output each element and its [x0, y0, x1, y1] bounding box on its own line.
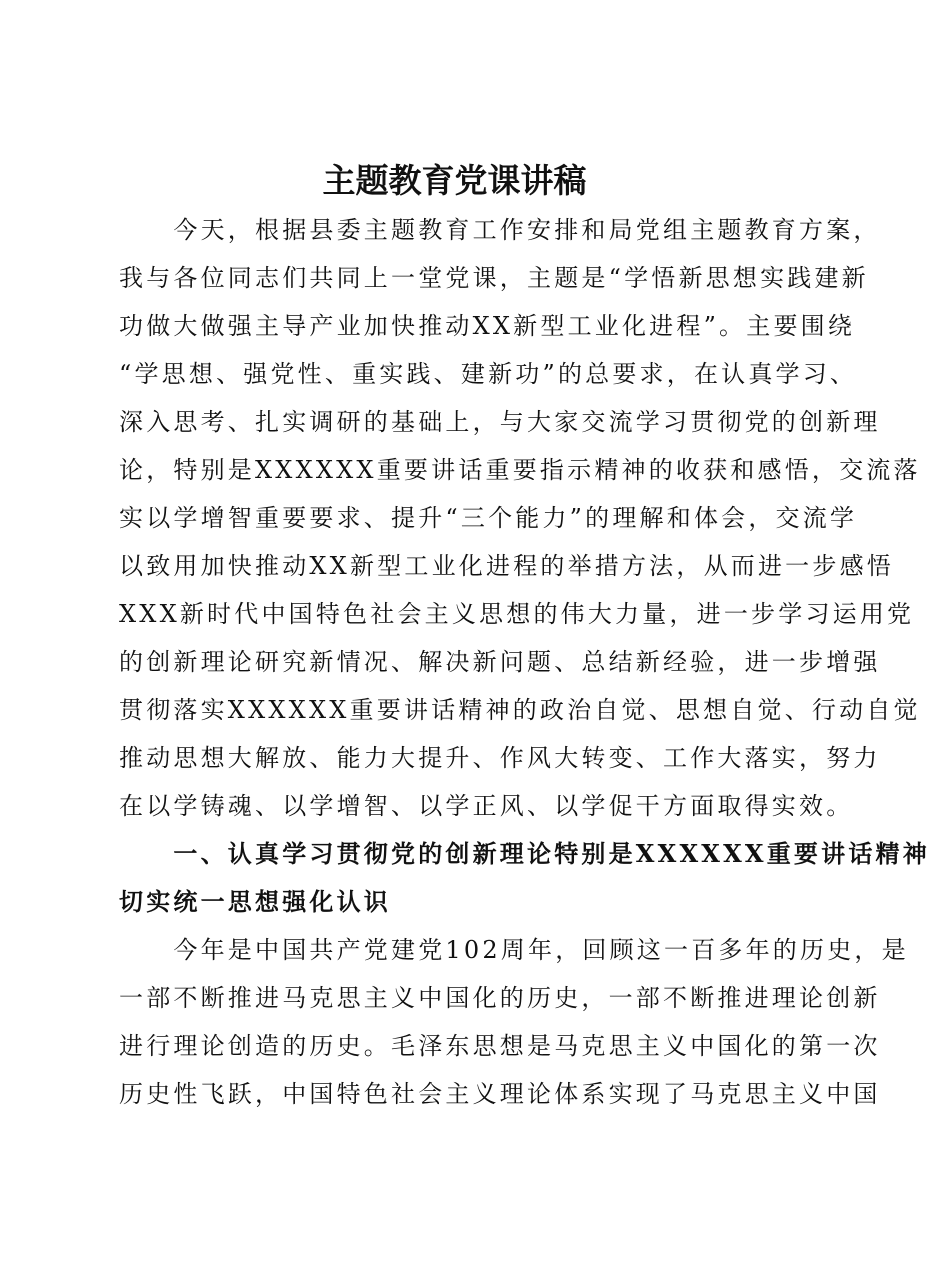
text-line: 在以学铸魂、以学增智、以学正风、以学促干方面取得实效。: [119, 792, 854, 820]
text-line: 功做大做强主导产业加快推动XX新型工业化进程”。主要围绕: [119, 312, 856, 340]
text-line: 实以学增智重要要求、提升“三个能力”的理解和体会，交流学: [119, 504, 858, 532]
document-title: 主题教育党课讲稿: [322, 161, 587, 200]
heading-line: 切实统一思想强化认识: [119, 887, 391, 916]
text-line: 论，特别是XXXXXX重要讲话重要指示精神的收获和感悟，交流落: [119, 456, 921, 484]
text-line: 推动思想大解放、能力大提升、作风大转变、工作大落实，努力: [119, 744, 881, 772]
text-line: 以致用加快推动XX新型工业化进程的举措方法，从而进一步感悟: [119, 552, 894, 580]
heading-line: 一、认真学习贯彻党的创新理论特别是XXXXXX重要讲话精神: [119, 839, 930, 868]
text-line: 历史性飞跃，中国特色社会主义理论体系实现了马克思主义中国: [119, 1080, 881, 1108]
text-line: 进行理论创造的历史。毛泽东思想是马克思主义中国化的第一次: [119, 1032, 881, 1060]
text-line: 我与各位同志们共同上一堂党课，主题是“学悟新思想实践建新: [119, 264, 869, 292]
text-line: “学思想、强党性、重实践、建新功”的总要求，在认真学习、: [119, 360, 858, 388]
text-line: 的创新理论研究新情况、解决新问题、总结新经验，进一步增强: [119, 648, 881, 676]
text-line: XXX新时代中国特色社会主义思想的伟大力量，进一步学习运用党: [119, 600, 915, 628]
text-line: 贯彻落实XXXXXX重要讲话精神的政治自觉、思想自觉、行动自觉: [119, 696, 921, 724]
text-line: 一部不断推进马克思主义中国化的历史，一部不断推进理论创新: [119, 984, 881, 1012]
text-line: 今天，根据县委主题教育工作安排和局党组主题教育方案，: [119, 216, 881, 244]
body-paragraph-2: [119, 926, 909, 1118]
section-heading-1: [119, 830, 930, 926]
text-line: 深入思考、扎实调研的基础上，与大家交流学习贯彻党的创新理: [119, 408, 881, 436]
body-paragraph-1: [119, 206, 921, 830]
text-line: 今年是中国共产党建党102周年，回顾这一百多年的历史，是: [119, 936, 909, 964]
